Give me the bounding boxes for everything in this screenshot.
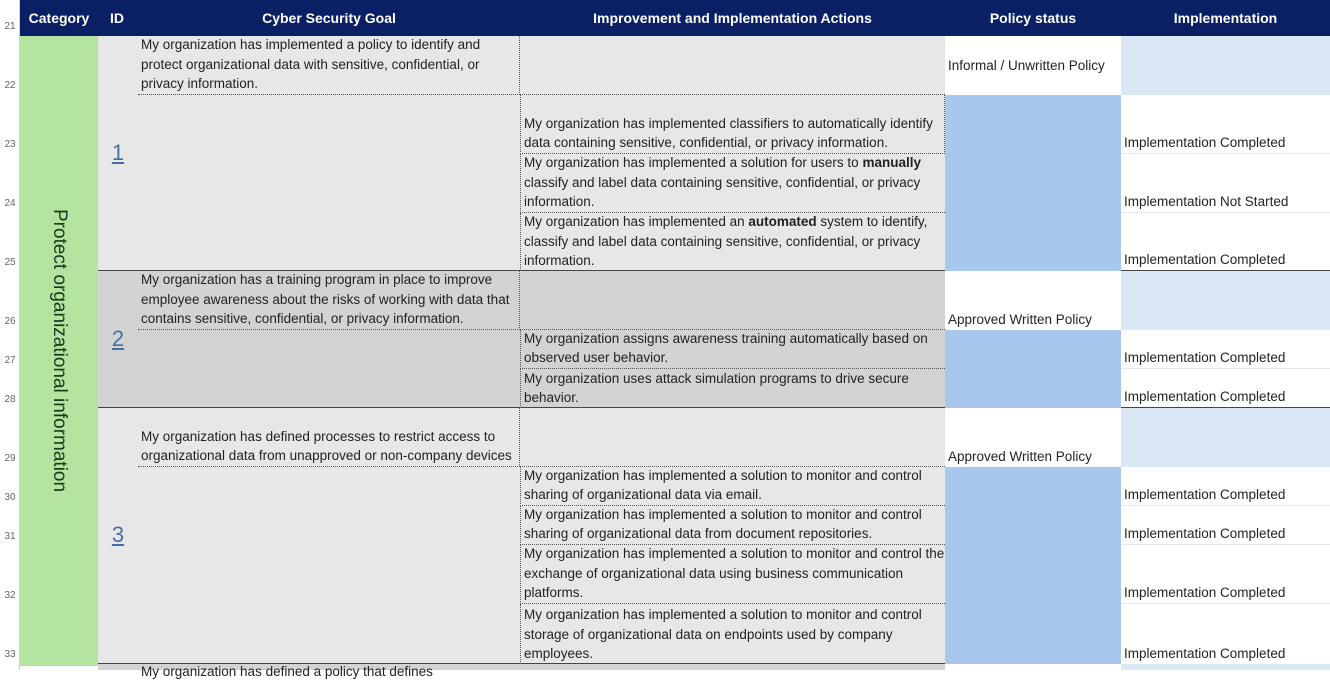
- implementation-status-cell[interactable]: [1121, 506, 1330, 545]
- header-category[interactable]: Category: [20, 0, 98, 36]
- policy-empty-cell[interactable]: [945, 330, 1121, 408]
- action-text: My organization assigns awareness training automatically based on observed user behavior.: [524, 330, 928, 366]
- row-number[interactable]: 32: [4, 590, 16, 601]
- implementation-status: Implementation Completed: [1124, 585, 1286, 601]
- implementation-status-cell[interactable]: [1121, 369, 1330, 408]
- policy-status-cell[interactable]: [945, 271, 1121, 330]
- goal-id-cell[interactable]: [98, 522, 138, 548]
- action-text: My organization has implemented a solution to monitor and control the exchange of organizational data using business communication platforms.: [524, 545, 945, 601]
- action-text: My organization uses attack simulation programs to drive secure behavior.: [524, 370, 909, 406]
- row-number[interactable]: 33: [4, 649, 16, 660]
- row-number[interactable]: 26: [4, 316, 16, 327]
- goal-actions-empty-cell[interactable]: [520, 408, 945, 467]
- action-cell[interactable]: [520, 213, 945, 271]
- implementation-status-cell[interactable]: [1121, 213, 1330, 271]
- implementation-status: Implementation Completed: [1124, 526, 1286, 542]
- action-text: My organization has implemented a solution for users to manually classify and label data containing sensitive, confidential, or privacy information.: [524, 154, 921, 210]
- action-text: My organization has implemented an automated system to identify, classify and label data containing sensitive, confidential, or privacy information.: [524, 213, 928, 269]
- row-number[interactable]: 25: [4, 257, 16, 268]
- implementation-status: Implementation Completed: [1124, 252, 1286, 268]
- goal-text: My organization has defined processes to restrict access to organizational data from unapproved or non-company devices: [141, 428, 512, 464]
- implementation-status-cell[interactable]: [1121, 330, 1330, 369]
- policy-status-cell[interactable]: [945, 36, 1121, 95]
- goal-text: My organization has defined a policy that defines: [141, 664, 433, 679]
- policy-status-value: Approved Written Policy: [948, 449, 1092, 465]
- row-number[interactable]: 29: [4, 453, 16, 464]
- next-goal-text-cell[interactable]: [138, 664, 520, 679]
- implementation-empty-cell[interactable]: [1121, 271, 1330, 330]
- goal-actions-empty-cell[interactable]: [520, 36, 945, 95]
- policy-status-value: Approved Written Policy: [948, 312, 1092, 328]
- action-text: My organization has implemented a solution to monitor and control sharing of organizational data from document repositories.: [524, 506, 922, 542]
- implementation-status-cell[interactable]: [1121, 467, 1330, 506]
- row-header-column: [0, 0, 20, 670]
- header-actions[interactable]: Improvement and Implementation Actions: [520, 0, 945, 36]
- action-cell[interactable]: [520, 330, 945, 369]
- next-implementation-cell[interactable]: [1121, 664, 1330, 670]
- implementation-empty-cell[interactable]: [1121, 36, 1330, 95]
- policy-status-cell[interactable]: [945, 408, 1121, 467]
- policy-status-value: Informal / Unwritten Policy: [948, 57, 1105, 73]
- implementation-status: Implementation Completed: [1124, 389, 1286, 405]
- goal-text-cell[interactable]: [138, 271, 520, 330]
- implementation-status: Implementation Completed: [1124, 487, 1286, 503]
- goal-id-cell[interactable]: [98, 140, 138, 166]
- policy-empty-cell[interactable]: [945, 467, 1121, 664]
- header-implementation[interactable]: Implementation: [1121, 0, 1330, 36]
- category-cell[interactable]: [20, 36, 98, 666]
- goal-actions-empty-cell[interactable]: [520, 271, 945, 330]
- action-cell[interactable]: [520, 369, 945, 408]
- implementation-status-cell[interactable]: [1121, 545, 1330, 604]
- action-text: My organization has implemented a solution to monitor and control storage of organizational data on endpoints used by company employees.: [524, 606, 922, 662]
- row-number[interactable]: 22: [4, 80, 16, 91]
- header-goal[interactable]: Cyber Security Goal: [138, 0, 520, 36]
- implementation-empty-cell[interactable]: [1121, 408, 1330, 467]
- goal-id-link[interactable]: 3: [111, 522, 125, 547]
- header-policy[interactable]: Policy status: [945, 0, 1121, 36]
- action-cell[interactable]: [520, 95, 945, 154]
- goal-text: My organization has implemented a policy to identify and protect organizational data with sensitive, confidential, or privacy information.: [141, 36, 481, 92]
- implementation-status: Implementation Completed: [1124, 646, 1286, 662]
- goal-id-link[interactable]: 2: [111, 326, 125, 351]
- next-policy-cell[interactable]: [945, 664, 1121, 670]
- action-cell[interactable]: [520, 154, 945, 213]
- action-cell[interactable]: [520, 506, 945, 545]
- action-text: My organization has implemented classifiers to automatically identify data containing sensitive, confidential, or privacy information.: [524, 115, 933, 151]
- row-number[interactable]: 27: [4, 355, 16, 366]
- header-id[interactable]: ID: [98, 0, 138, 36]
- row-number[interactable]: 24: [4, 198, 16, 209]
- implementation-status: Implementation Completed: [1124, 135, 1286, 151]
- category-label: Protect organizational information: [49, 209, 70, 493]
- goal-id-cell[interactable]: [98, 326, 138, 352]
- implementation-status-cell[interactable]: [1121, 95, 1330, 154]
- action-cell[interactable]: [520, 604, 945, 664]
- goal-text-cell[interactable]: [138, 408, 520, 467]
- row-number[interactable]: 23: [4, 139, 16, 150]
- action-cell[interactable]: [520, 545, 945, 604]
- row-number[interactable]: 31: [4, 531, 16, 542]
- goal-text: My organization has a training program in place to improve employee awareness about the risks of working with data that contains sensitive, confidential, or privacy information.: [141, 271, 510, 327]
- implementation-status-cell[interactable]: [1121, 604, 1330, 664]
- implementation-status-cell[interactable]: [1121, 154, 1330, 213]
- goal-text-cell[interactable]: [138, 36, 520, 95]
- row-number[interactable]: 28: [4, 394, 16, 405]
- row-number[interactable]: 30: [4, 492, 16, 503]
- goal-id-link[interactable]: 1: [111, 140, 125, 165]
- implementation-status: Implementation Not Started: [1124, 194, 1289, 210]
- action-text: My organization has implemented a solution to monitor and control sharing of organizational data via email.: [524, 467, 922, 503]
- policy-empty-cell[interactable]: [945, 95, 1121, 271]
- implementation-status: Implementation Completed: [1124, 350, 1286, 366]
- action-cell[interactable]: [520, 467, 945, 506]
- row-number[interactable]: 21: [4, 21, 16, 32]
